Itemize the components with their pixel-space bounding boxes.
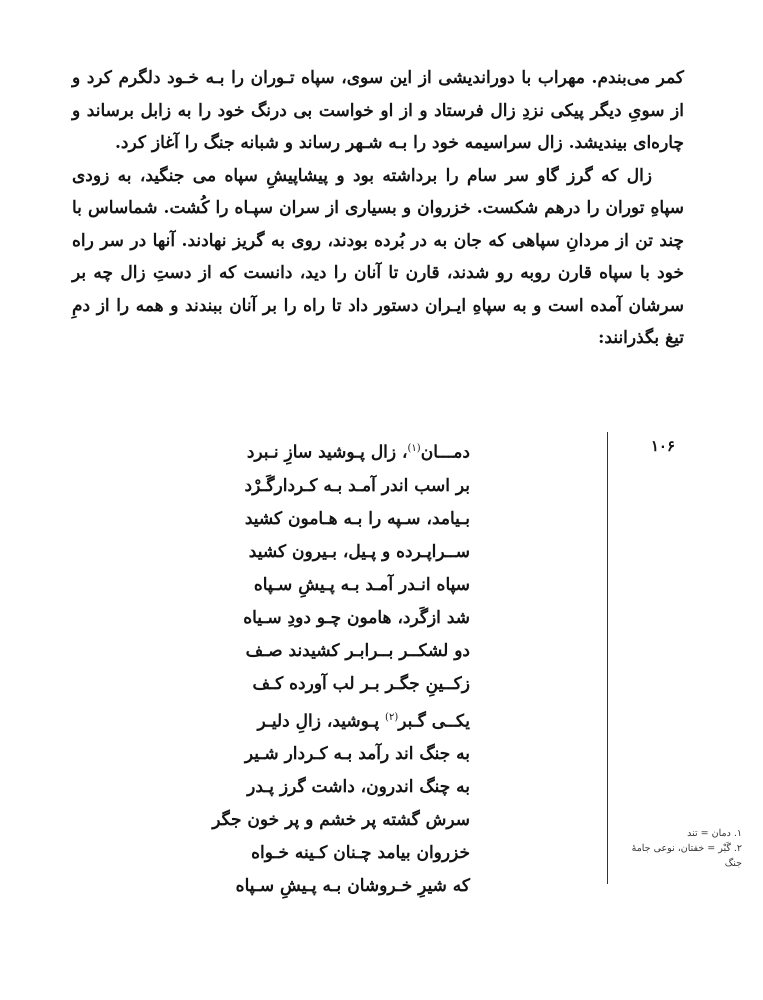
page-number: ۱۰۶ xyxy=(650,437,675,455)
verse-line: سرش گشته پر خشم و پر خون جگر xyxy=(212,810,470,831)
verse-line: بـیامد، سـپه را بـه هـامون کشید xyxy=(244,508,470,529)
verse-text: یکــی گـبر xyxy=(398,711,470,732)
verse-line: شد ازگَرد، هامون چـو دودِ سـیاه xyxy=(243,607,470,628)
verse-line: ســراپـرده و پـیل، بـیرون کشید xyxy=(248,541,470,562)
verse-line: زکــینِ جگـر بـر لب آورده کـف xyxy=(252,673,470,694)
verse-block xyxy=(200,432,470,903)
verse-line: بر اسب اندر آمـد بـه کـردارگَـرْد xyxy=(244,475,470,496)
verse-text: ، زال پـوشید سازِ نـبرد xyxy=(246,442,408,463)
verse-line: دو لشکــر بــرابـر کشیدند صـف xyxy=(245,640,470,661)
footnote: ۱. دمان = تند xyxy=(687,828,742,839)
margin-rule xyxy=(607,432,608,884)
paragraph: زال که گرز گاو سر سام را برداشته بود و پیشاپیشِ سپاه می جنگید، به زودی سپاهِ توران را درهم شکست. خزروان و بسیاری از سران سپـاه را کُشت. شماساس با چند تن از مردانِ سپاهی که جان به در بُرده بودند، روی به گریز نهادند. آنها در سر راه خود با سپاه قارن روبه رو شدند، قارن تا آنان را دید، دانست که از دستِ زال چه بر سرشان آمده است و به سپاهِ ایـران دستور داد تا راه را بر آنان ببندند و همه را از دمِ تیغ بگذرانند: xyxy=(72,165,684,348)
paragraph: کمر می‌بندم. مهراب با دوراندیشی از این سوی، سپاه تـوران را بـه خـود دلگرم کرد و از سویِ دیگر پیکی نزدِ زال فرستاد و از او خواست بی درنگ خود را به زابل برساند و چاره‌ای بیندیشد. زال سراسیمه خود را بـه شـهر رساند و شبانه جنگ را آغاز کرد. xyxy=(72,68,684,153)
footnote-marker: (۱) xyxy=(407,443,421,454)
footnote-marker: (۲) xyxy=(385,711,399,723)
verse-line: سپاه انـدر آمـد بـه پـیشِ سـپاه xyxy=(253,574,470,595)
footnote: ۲. گَبْر = خفتان، نوعی جامهٔ جنگ xyxy=(631,843,742,869)
verse-line: خزروان بیامد چـنان کـینه خـواه xyxy=(251,843,470,864)
verse-text: دمـــان xyxy=(420,442,470,463)
footnotes xyxy=(612,826,742,871)
verse-line: به چنگ اندرون، داشت گرز پـدر xyxy=(247,777,470,798)
verse-line xyxy=(200,701,470,739)
verse-line xyxy=(200,432,470,470)
prose-body xyxy=(72,62,684,355)
verse-text: پـوشید، زالِ دلیـر xyxy=(257,711,386,732)
verse-line: به جنگ اند رآمد بـه کـردار شـیر xyxy=(244,744,470,765)
verse-line: که شیرِ خـروشان بـه پـیشِ سـپاه xyxy=(235,876,470,897)
